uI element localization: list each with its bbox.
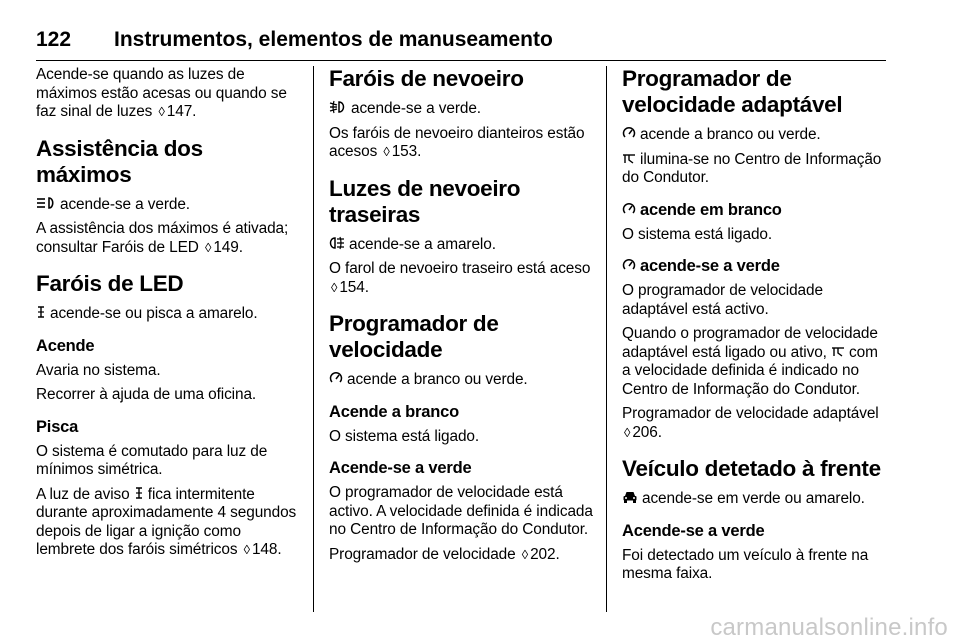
paragraph: acende a branco ou verde.: [329, 371, 597, 390]
paragraph: Foi detectado um veículo à frente na mesma faixa.: [622, 546, 869, 582]
page-reference[interactable]: 149.: [213, 238, 243, 256]
reference-arrow-icon: ◊: [204, 239, 212, 255]
watermark: carmanualsonline.info: [710, 614, 948, 641]
cruise-control-icon: [329, 371, 343, 385]
paragraph: acende-se a verde.: [36, 196, 304, 215]
subheading: Pisca: [36, 417, 79, 436]
page-reference[interactable]: 147.: [166, 103, 197, 120]
paragraph: acende-se a verde.: [329, 100, 597, 119]
vehicle-ahead-icon: [622, 490, 638, 504]
paragraph: ilumina-se no Centro de Informação do Condutor.: [622, 150, 882, 186]
paragraph: acende-se ou pisca a amarelo.: [36, 305, 304, 324]
reference-arrow-icon: ◊: [243, 542, 250, 557]
paragraph: O sistema está ligado.: [622, 225, 773, 243]
section-heading: Veículo detetado à frente: [622, 456, 881, 481]
page-number: 122: [36, 28, 72, 51]
page-reference[interactable]: 206.: [632, 423, 662, 441]
cruise-control-icon: [622, 202, 636, 216]
section-heading: Faróis de nevoeiro: [329, 66, 524, 91]
paragraph: O programador de velocidade está activo. A velocidade definida é indicada no Centro de Informação do Condutor.: [329, 484, 593, 538]
paragraph: Programador de velocidade ◊ 202.: [329, 545, 560, 563]
rear-fog-light-icon: [329, 236, 345, 250]
subheading: Acende a branco: [329, 402, 459, 421]
page-header: [36, 28, 886, 61]
paragraph: Acende-se quando as luzes de máximos estão acesas ou quando se faz sinal de luzes ◊ 147.: [36, 66, 287, 120]
paragraph: Quando o programador de velocidade adaptável está ligado ou ativo, com a velocidade definida é indicado no Centro de Informação do Condutor.: [622, 325, 878, 398]
set-speed-indicator-icon: [831, 344, 845, 358]
reference-arrow-icon: ◊: [624, 424, 631, 440]
paragraph: Os faróis de nevoeiro dianteiros estão acesos ◊ 153.: [329, 124, 585, 160]
led-headlight-icon: [134, 486, 144, 500]
subheading: acende-se a verde: [622, 256, 888, 276]
paragraph: O farol de nevoeiro traseiro está aceso ◊ 154.: [329, 260, 591, 296]
page-title: Instrumentos, elementos de manuseamento: [114, 28, 553, 51]
paragraph: acende-se a amarelo.: [329, 236, 597, 255]
reference-arrow-icon: ◊: [331, 279, 338, 295]
reference-arrow-icon: ◊: [383, 144, 390, 159]
section-heading: Faróis de LED: [36, 271, 184, 296]
page-reference[interactable]: 202.: [530, 545, 560, 563]
page-reference[interactable]: 153.: [391, 143, 422, 160]
paragraph: O sistema é comutado para luz de mínimos simétrica.: [36, 442, 268, 478]
section-heading: Programador de velocidade adaptável: [622, 66, 843, 117]
reference-arrow-icon: ◊: [158, 104, 165, 119]
set-speed-indicator-icon: [622, 151, 636, 165]
subheading: acende em branco: [622, 200, 888, 220]
column-divider: [606, 66, 607, 612]
paragraph: Programador de velocidade adaptável ◊ 206.: [622, 405, 879, 441]
section-heading: Luzes de nevoeiro traseiras: [329, 175, 521, 227]
subheading: Acende-se a verde: [329, 459, 472, 477]
front-fog-light-icon: [329, 100, 347, 114]
paragraph: Recorrer à ajuda de uma oficina.: [36, 386, 257, 403]
column-3: [622, 66, 888, 590]
paragraph: O sistema está ligado.: [329, 427, 480, 445]
reference-arrow-icon: ◊: [521, 546, 529, 562]
section-heading: Assistência dos máximos: [36, 135, 203, 187]
led-headlight-icon: [36, 305, 46, 319]
cruise-control-icon: [622, 126, 636, 140]
cruise-control-icon: [622, 258, 636, 272]
paragraph: A assistência dos máximos é ativada; consultar Faróis de LED ◊ 149.: [36, 220, 289, 256]
column-1: [36, 66, 304, 566]
subheading: Acende-se a verde: [622, 521, 765, 540]
column-divider: [313, 66, 314, 612]
paragraph: O programador de velocidade adaptável está activo.: [622, 282, 823, 318]
high-beam-assist-icon: [36, 196, 56, 210]
paragraph: acende-se em verde ou amarelo.: [622, 490, 888, 509]
section-heading: Programador de velocidade: [329, 311, 499, 362]
page-reference[interactable]: 148.: [251, 541, 282, 558]
paragraph: A luz de aviso fica intermitente durante aproximadamente 4 segundos depois de ligar a ignição como lembrete dos faróis simétricos ◊ 148.: [36, 485, 297, 558]
page-reference[interactable]: 154.: [339, 278, 369, 296]
column-2: [329, 66, 597, 570]
paragraph: Avaria no sistema.: [36, 361, 161, 379]
paragraph: acende a branco ou verde.: [622, 126, 888, 145]
subheading: Acende: [36, 336, 95, 355]
